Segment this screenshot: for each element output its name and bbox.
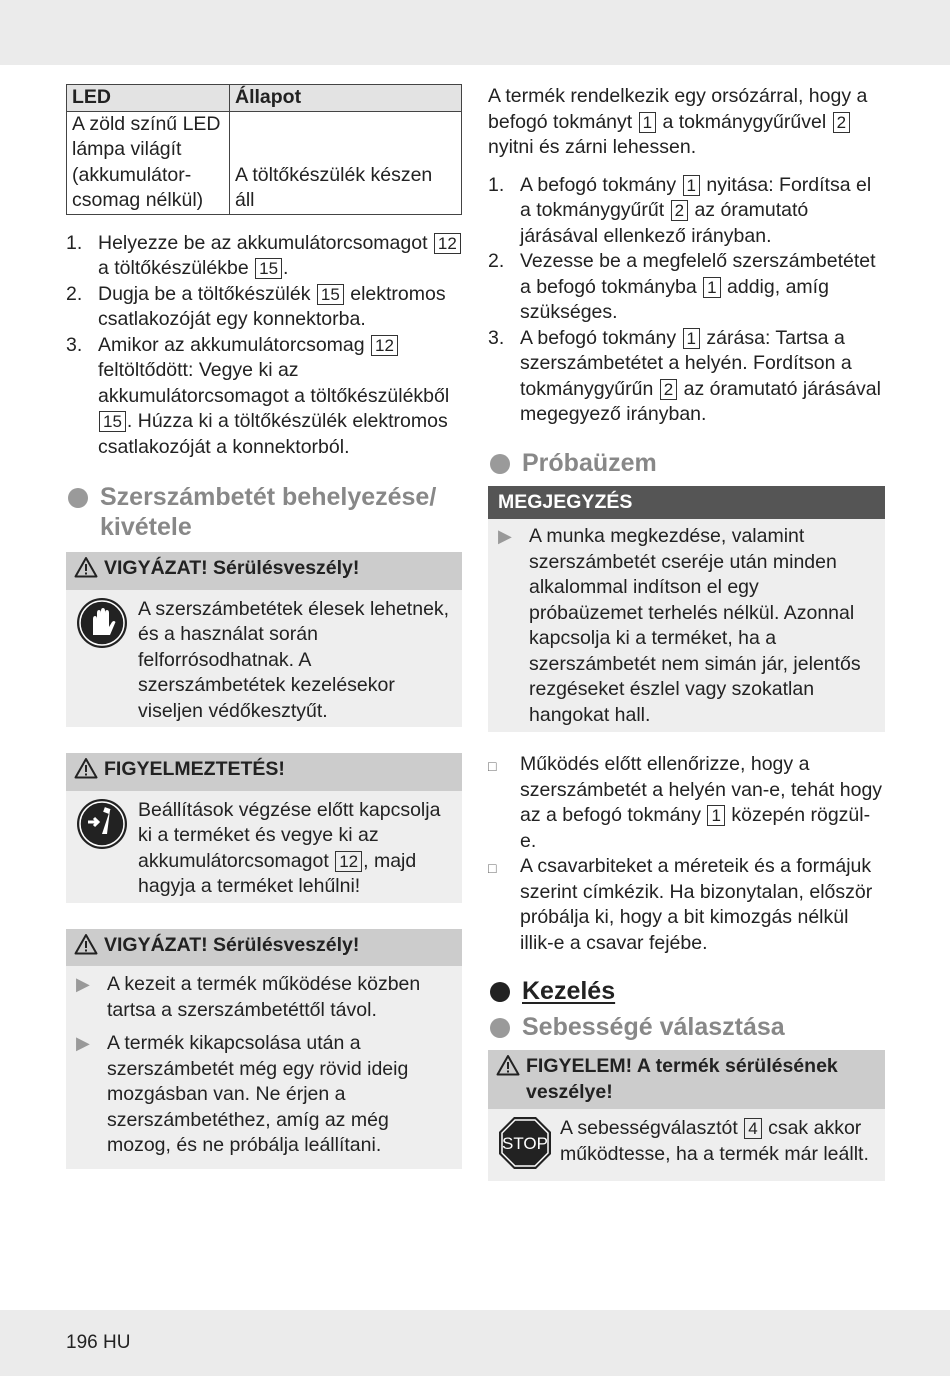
ref-number: 1 — [683, 175, 700, 196]
charging-steps — [66, 231, 462, 461]
bullet-dot-icon — [68, 488, 88, 508]
arrow-bullet-icon: ▶ — [76, 974, 90, 994]
checkbox-square-icon: □ — [488, 860, 497, 876]
list-item: □ A csavarbiteket a méreteik és a formájuk szerint címkézik. Ha bizonytalan, először próbálja ki, hogy a bit kimozgás nélkül illik-e a csavar fejébe. — [488, 854, 885, 956]
note-text: A munka megkezdése, valamint szerszámbetét cseréje után minden alkalommal indítson el egy próbaüzemet terhelés nélkül. Azonnal kapcsolja ki a terméket, ha a szerszámbetét nem simán jár, jelentős rezgéseket észlel vagy szokatlan hangokat hall. — [529, 525, 861, 726]
warning-triangle-icon — [74, 757, 98, 787]
ref-number: 1 — [703, 277, 720, 298]
list-item: ▶ A termék kikapcsolása után a szerszámbetét még egy rövid ideig mozgásban van. Ne érjen a szerszámbetéthez, amíg az még mozog, és ne próbálja leállítani. — [76, 1031, 454, 1159]
section-heading-trial: Próbaüzem — [488, 448, 885, 478]
arrow-bullet-icon: ▶ — [76, 1033, 90, 1053]
warning-text: Beállítások végzése előtt kapcsolja ki a terméket és vegye ki az akkumulátorcsomagot — [138, 798, 441, 872]
ref-number: 1 — [639, 112, 656, 133]
warning-box-gloves — [66, 552, 462, 727]
bottom-band — [0, 1310, 950, 1376]
list-item: 3. Amikor az akkumulátorcsomag 12 feltöltődött: Vegye ki az akkumulátorcsomagot a töltőkészülékből 15 . Húzza ki a töltőkészülék elektromos csatlakozóját a konnektorból. — [66, 333, 450, 458]
warning-title: VIGYÁZAT! Sérülésveszély! — [104, 933, 360, 956]
warning-triangle-icon — [496, 1054, 520, 1084]
table-header-led: LED — [67, 85, 230, 112]
ref-number: 15 — [317, 284, 344, 305]
warning-box-stop: FIGYELEM! A termék sérülésének veszélye! STOP A sebességválasztót 4 csak akkor működtesse, ha a termék már leállt. — [488, 1050, 885, 1181]
ref-number: 1 — [707, 805, 724, 826]
list-item: □ Működés előtt ellenőrizze, hogy a szerszámbetét a helyén van-e, tehát hogy az a befogó tokmány 1 közepén rögzül-e. — [488, 752, 885, 854]
list-item: 3. A befogó tokmány 1 zárása: Tartsa a szerszámbetétet a helyén. Fordítson a tokmánygyűrűn 2 az óramutató járásával megegyező irányban. — [488, 326, 881, 425]
ref-number: 1 — [683, 328, 700, 349]
ref-number: 2 — [660, 379, 677, 400]
stop-sign-icon — [498, 1116, 560, 1178]
warning-triangle-icon — [74, 933, 98, 963]
chuck-steps — [488, 173, 885, 428]
warning-box-hands — [66, 929, 462, 1169]
page-number: 196 HU — [66, 1332, 131, 1353]
warning-text: A szerszámbetétek élesek lehetnek, és a használat során felforrósodhatnak. A szerszámbetétek kezelésekor viseljen védőkesztyűt. — [138, 597, 450, 722]
list-item: 2. Dugja be a töltőkészülék 15 elektromos csatlakozóját egy konnektorba. — [66, 282, 446, 330]
stop-sign-label: STOP — [502, 1134, 548, 1153]
table-cell-led: A zöld színű LED lámpa világít (akkumulátor-csomag nélkül) — [67, 111, 230, 214]
warning-box-unplug: FIGYELMEZTETÉS! Beállítások végzése előtt kapcsolja ki a terméket és vegye ki az akkumulátorcsomagot 12 , majd hagyja a terméket lehűlni! — [66, 753, 462, 903]
ref-number: 2 — [833, 112, 850, 133]
bullet-dot-icon — [490, 982, 510, 1002]
left-column — [66, 84, 462, 1169]
warning-title: VIGYÁZAT! Sérülésveszély! — [104, 557, 360, 579]
note-box — [488, 486, 885, 733]
top-band — [0, 0, 950, 65]
section-heading-speed: Sebességé választása — [488, 1012, 885, 1042]
warning-text: A sebességválasztót — [560, 1117, 738, 1139]
section-heading-operation: Kezelés — [488, 976, 885, 1006]
checklist — [488, 752, 885, 956]
list-item: 2. Vezesse be a megfelelő szerszámbetétet a befogó tokmányba 1 addig, amíg szükséges. — [488, 250, 876, 323]
section-heading-tool: Szerszámbetét behelyezése/ kivétele — [66, 482, 462, 542]
bullet-dot-icon — [490, 454, 510, 474]
warning-title: FIGYELEM! A termék sérülésének veszélye! — [526, 1055, 838, 1103]
list-item: ▶ A kezeit a termék működése közben tartsa a szerszámbetéttől távol. — [76, 972, 454, 1023]
bullet-dot-icon — [490, 1018, 510, 1038]
table-header-status: Állapot — [230, 85, 462, 112]
ref-number: 15 — [255, 258, 282, 279]
warning-triangle-icon — [74, 556, 98, 586]
ref-number: 15 — [99, 411, 126, 432]
ref-number: 12 — [434, 233, 461, 254]
unplug-icon — [76, 798, 138, 900]
ref-number: 4 — [744, 1118, 761, 1139]
warning-title: FIGYELMEZTETÉS! — [104, 758, 285, 780]
ref-number: 2 — [671, 200, 688, 221]
ref-number: 12 — [371, 335, 398, 356]
list-item: 1. A befogó tokmány 1 nyitása: Fordítsa el a tokmánygyűrűt 2 az óramutató járásával ellenkező irányban. — [488, 173, 872, 247]
right-column — [488, 84, 885, 1181]
led-status-table — [66, 84, 462, 215]
note-title: MEGJEGYZÉS — [488, 486, 885, 520]
list-item: 1. Helyezze be az akkumulátorcsomagot 12 a töltőkészülékbe 15 . — [66, 231, 462, 282]
ref-number: 12 — [335, 851, 362, 872]
gloves-icon — [76, 597, 138, 725]
checkbox-square-icon: □ — [488, 758, 497, 774]
intro-paragraph: A termék rendelkezik egy orsózárral, hogy a befogó tokmányt 1 a tokmánygyűrűvel 2 nyitni és zárni lehessen. — [488, 85, 868, 158]
table-cell-status: A töltőkészülék készen áll — [230, 111, 462, 214]
arrow-bullet-icon: ▶ — [498, 526, 512, 546]
